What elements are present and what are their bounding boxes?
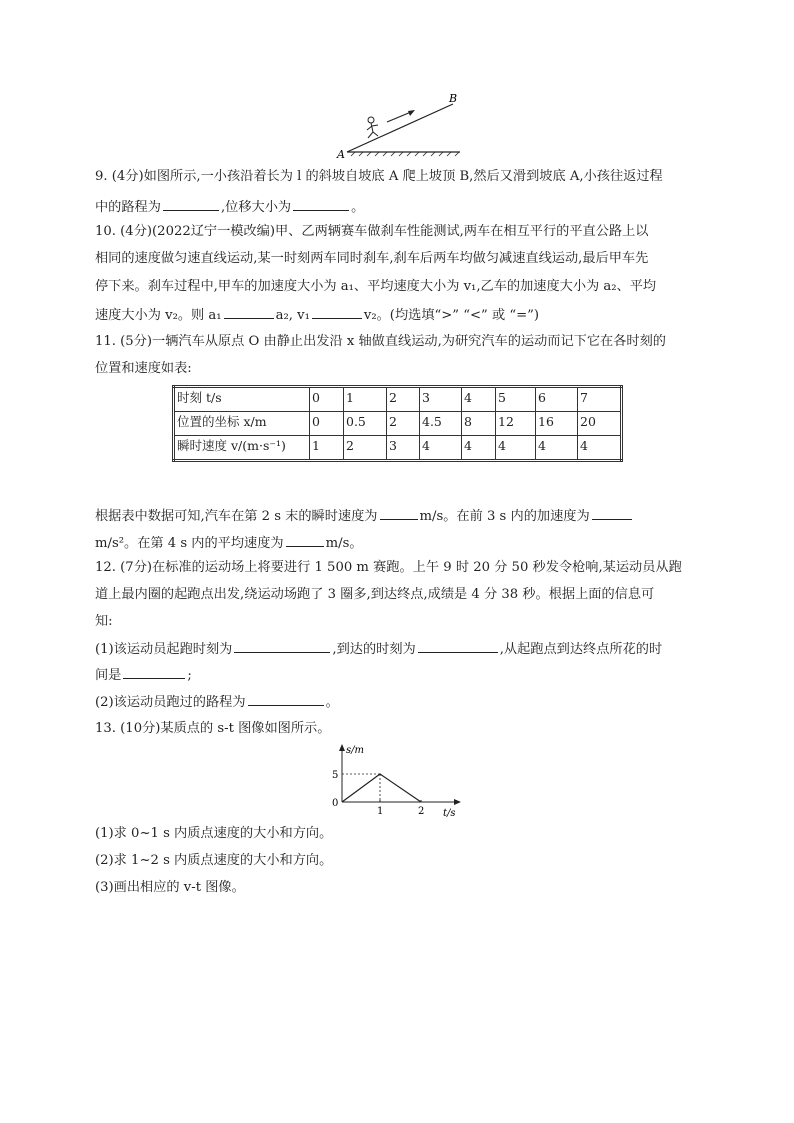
q10-line2: 相同的速度做匀速直线运动,某一时刻两车同时刹车,刹车后两车均做匀减速直线运动,最后甲车先: [95, 251, 649, 266]
table-cell: 0: [310, 412, 344, 436]
table-cell: 7: [578, 387, 622, 412]
table-cell: 1: [344, 387, 387, 412]
q12-text-d: 间是: [95, 668, 122, 683]
q10-text-c: v₂。(均选填“>” “<” 或 “=”): [363, 308, 540, 323]
table-cell: 8: [462, 412, 496, 436]
q12-text-c: ,从起跑点到达终点所花的时: [499, 642, 663, 657]
q12-line3: 知:: [95, 614, 113, 629]
q10-text-b: a₂, v₁: [275, 308, 310, 323]
q11-line2: 位置和速度如表:: [95, 361, 192, 376]
tick-origin: 0: [332, 798, 339, 809]
q13-sub2: (2)求 1~2 s 内质点速度的大小和方向。: [95, 853, 333, 868]
q11-blank-accel[interactable]: [592, 505, 632, 520]
table-row: [174, 436, 622, 461]
tick-x-2: 2: [418, 806, 425, 817]
label-b: B: [449, 92, 458, 105]
q13-sub1: (1)求 0~1 s 内质点速度的大小和方向。: [95, 826, 333, 841]
table-cell: 20: [578, 412, 622, 436]
table-cell: 4: [536, 436, 578, 461]
table-cell: 4: [462, 387, 496, 412]
table-cell: 4: [420, 436, 462, 461]
tick-y-5: 5: [332, 770, 339, 781]
table-header-cell: 时刻 t/s: [174, 387, 310, 412]
q11-line4: [95, 532, 363, 554]
q11-blank-velocity[interactable]: [380, 505, 418, 520]
q9-line2: [95, 196, 364, 218]
table-cell: 4: [496, 436, 536, 461]
table-row: [174, 412, 622, 436]
incline-figure: [335, 92, 465, 162]
q11-text-d: m/s。: [325, 536, 363, 551]
q9-blank-distance[interactable]: [163, 196, 219, 211]
table-cell: 5: [496, 387, 536, 412]
q9-text-a: 中的路程为: [95, 200, 161, 215]
child-figure: [367, 117, 378, 138]
data-table: [172, 385, 623, 462]
table-cell: 6: [536, 387, 578, 412]
table-cell: 4: [462, 436, 496, 461]
q9-line1: 9. (4分)如图所示,一小孩沿着长为 l 的斜坡自坡底 A 爬上坡顶 B,然后又滑到坡底 A,小孩往返过程: [95, 169, 663, 184]
q12-line6: [95, 691, 339, 713]
tick-x-1: 1: [377, 806, 384, 817]
q12-text-e: ;: [187, 668, 192, 683]
q13-line1: 13. (10分)某质点的 s-t 图像如图所示。: [95, 721, 331, 736]
table-cell: 4: [578, 436, 622, 461]
q10-line3: 停下来。刹车过程中,甲车的加速度大小为 a₁、平均速度大小为 v₁,乙车的加速度大小为 a₂、平均: [95, 279, 657, 294]
table-cell: 3: [387, 436, 420, 461]
table-cell: 0: [310, 387, 344, 412]
q10-line4: [95, 304, 539, 326]
q12-blank-start-time[interactable]: [234, 638, 330, 653]
table-cell: 4.5: [420, 412, 462, 436]
table-cell: 2: [387, 412, 420, 436]
q10-line1: 10. (4分)(2022辽宁一模改编)甲、乙两辆赛车做刹车性能测试,两车在相互平行的平直公路上以: [95, 224, 649, 239]
q10-blank-velocity[interactable]: [312, 304, 362, 319]
q9-text-b: ,位移大小为: [220, 200, 292, 215]
table-cell: 2: [387, 387, 420, 412]
q12-text-b: ,到达的时刻为: [332, 642, 416, 657]
q11-line1: 11. (5分)一辆汽车从原点 O 由静止出发沿 x 轴做直线运动,为研究汽车的运动而记下它在各时刻的: [95, 334, 666, 349]
q11-text-a: 根据表中数据可知,汽车在第 2 s 末的瞬时速度为: [95, 509, 378, 524]
q11-text-c: m/s²。在第 4 s 内的平均速度为: [95, 536, 284, 551]
table-cell: 3: [420, 387, 462, 412]
axis-y-label: s/m: [346, 745, 364, 756]
q12-blank-arrival-time[interactable]: [418, 638, 498, 653]
table-header-cell: 位置的坐标 x/m: [174, 412, 310, 436]
table-cell: 12: [496, 412, 536, 436]
q12-line2: 道上最内圈的起跑点出发,绕运动场跑了 3 圈多,到达终点,成绩是 4 分 38 秒。根据上面的信息可: [95, 587, 655, 602]
table-cell: 0.5: [344, 412, 387, 436]
q12-text-a: (1)该运动员起跑时刻为: [95, 642, 233, 657]
table-cell: 1: [310, 436, 344, 461]
q12-line5: [95, 664, 192, 686]
q12-text-f: (2)该运动员跑过的路程为: [95, 695, 246, 710]
q12-line1: 12. (7分)在标准的运动场上将要进行 1 500 m 赛跑。上午 9 时 20 分 50 秒发令枪响,某运动员从跑: [95, 560, 682, 575]
q12-text-g: 。: [325, 695, 339, 710]
s-t-graph: [325, 742, 465, 818]
table-row: [174, 387, 622, 412]
table-header-cell: 瞬时速度 v/(m·s⁻¹): [174, 436, 310, 461]
q10-blank-accel[interactable]: [224, 304, 274, 319]
table-cell: 2: [344, 436, 387, 461]
q10-text-a: 速度大小为 v₂。则 a₁: [95, 308, 222, 323]
label-a: A: [337, 148, 345, 161]
q11-line3: [95, 505, 634, 527]
table-cell: 16: [536, 412, 578, 436]
q12-blank-distance[interactable]: [248, 691, 324, 706]
q9-blank-displacement[interactable]: [293, 196, 349, 211]
q13-sub3: (3)画出相应的 v-t 图像。: [95, 880, 245, 895]
axis-x-label: t/s: [443, 808, 456, 818]
q9-text-c: 。: [351, 200, 365, 215]
q12-blank-duration[interactable]: [123, 664, 185, 679]
q12-line4: [95, 638, 662, 660]
q11-blank-avg-velocity[interactable]: [286, 532, 324, 547]
q11-text-b: m/s。在前 3 s 内的加速度为: [419, 509, 590, 524]
